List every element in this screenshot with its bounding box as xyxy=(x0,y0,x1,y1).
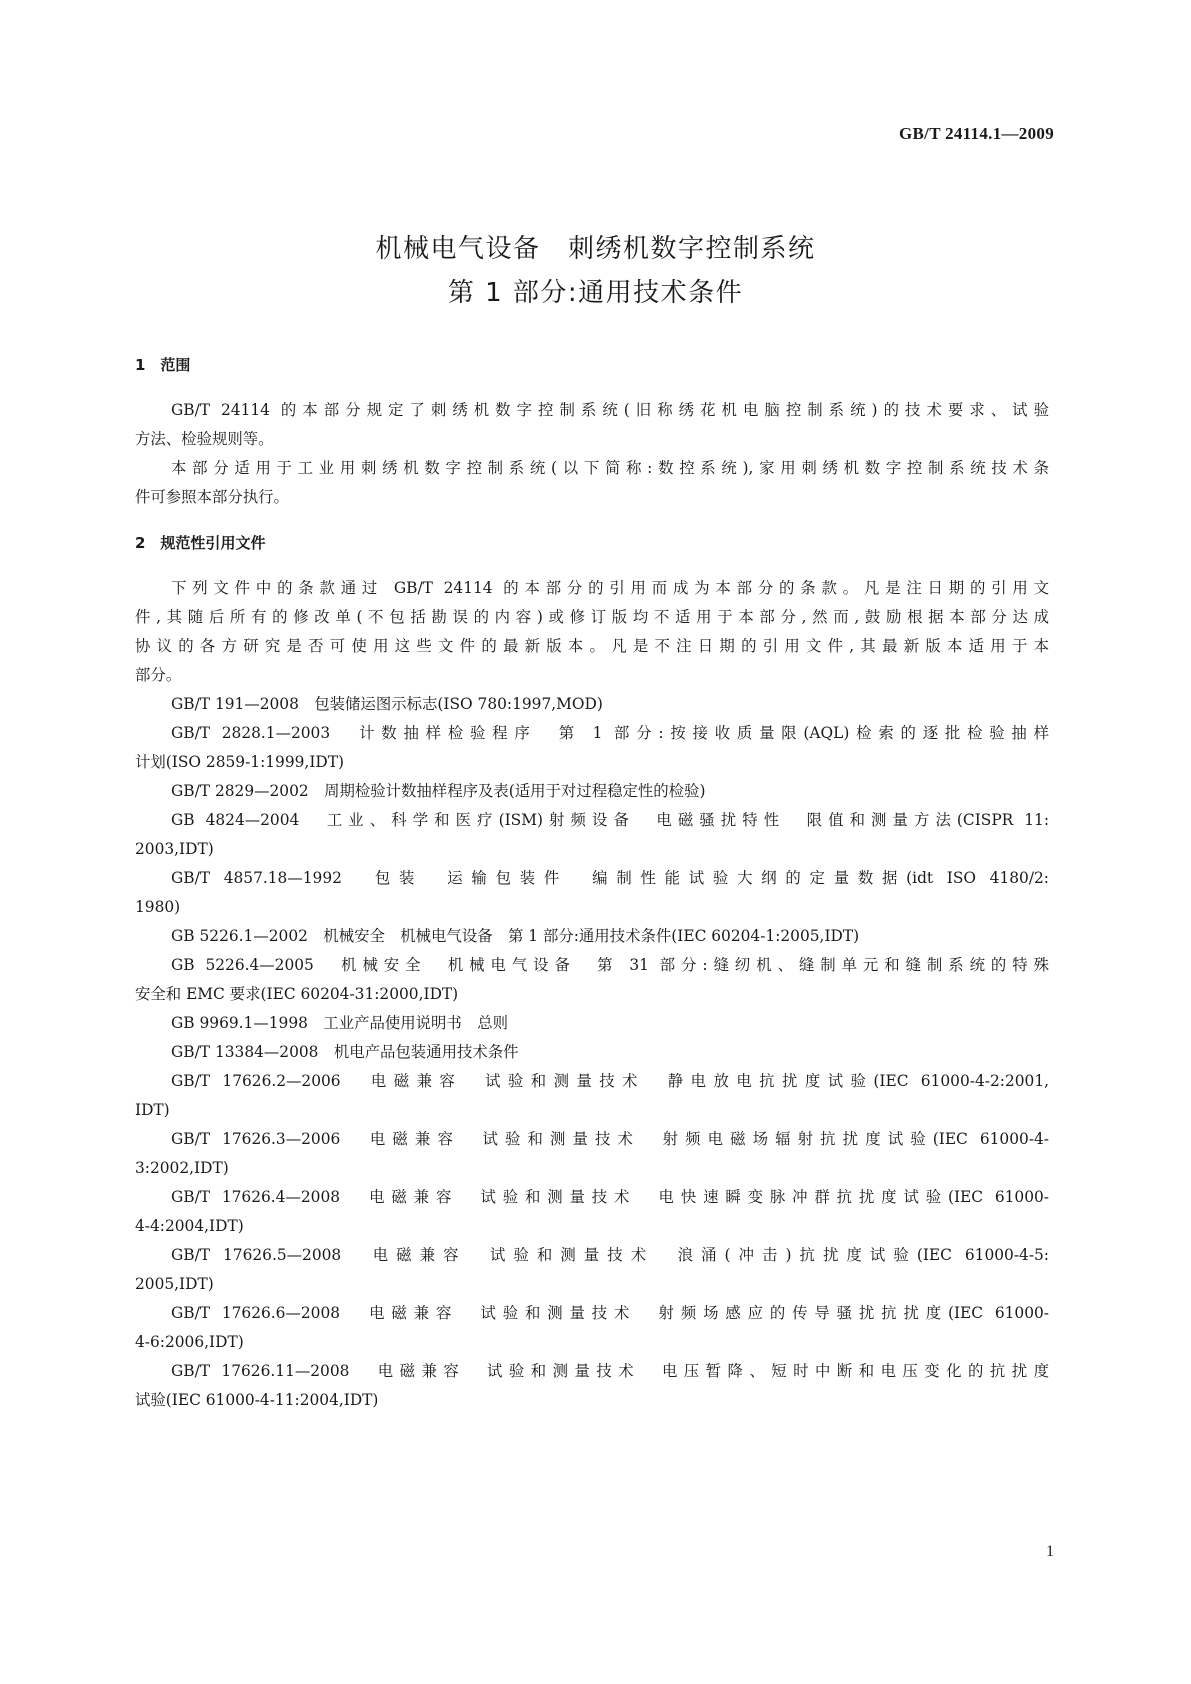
scope-paragraph-2-line-1: 本部分适用于工业用刺绣机数字控制系统(以下简称:数控系统),家用刺绣机数字控制系统技术条 xyxy=(171,459,1049,477)
scope-paragraph-2-line-2: 件可参照本部分执行。 xyxy=(135,488,289,506)
page-number: 1 xyxy=(1046,1543,1054,1560)
reference-gbt17626-5: GB/T 17626.5—2008 电磁兼容 试验和测量技术 浪涌(冲击)抗扰度试验(IEC 61000-4-5: xyxy=(171,1246,1049,1264)
reference-gbt191: GB/T 191—2008 包装储运图示标志(ISO 780:1997,MOD) xyxy=(171,695,603,713)
normative-intro-line-1: 下列文件中的条款通过 GB/T 24114 的本部分的引用而成为本部分的条款。凡是注日期的引用文 xyxy=(171,579,1049,597)
normative-intro-line-4: 部分。 xyxy=(135,666,182,684)
reference-gbt17626-6-cont: 4-6:2006,IDT) xyxy=(135,1333,244,1351)
reference-gb5226-1: GB 5226.1—2002 机械安全 机械电气设备 第 1 部分:通用技术条件(IEC 60204-1:2005,IDT) xyxy=(171,927,860,945)
reference-gb4824: GB 4824—2004 工业、科学和医疗(ISM)射频设备 电磁骚扰特性 限值和测量方法(CISPR 11: xyxy=(171,811,1049,829)
reference-gbt2828-1: GB/T 2828.1—2003 计数抽样检验程序 第 1 部分:按接收质量限(AQL)检索的逐批检验抽样 xyxy=(171,724,1049,742)
reference-gbt4857-18-cont: 1980) xyxy=(135,898,181,916)
reference-gbt17626-11-cont: 试验(IEC 61000-4-11:2004,IDT) xyxy=(135,1391,379,1409)
reference-gbt17626-11: GB/T 17626.11—2008 电磁兼容 试验和测量技术 电压暂降、短时中断和电压变化的抗扰度 xyxy=(171,1362,1049,1380)
reference-gbt17626-4: GB/T 17626.4—2008 电磁兼容 试验和测量技术 电快速瞬变脉冲群抗扰度试验(IEC 61000- xyxy=(171,1188,1049,1206)
reference-gbt17626-2-cont: IDT) xyxy=(135,1101,170,1119)
section-1-heading: 1 范围 xyxy=(135,356,191,374)
normative-intro-line-3: 协议的各方研究是否可使用这些文件的最新版本。凡是不注日期的引用文件,其最新版本适用于本 xyxy=(135,637,1049,655)
scope-paragraph-1-line-2: 方法、检验规则等。 xyxy=(135,430,274,448)
reference-gbt17626-3: GB/T 17626.3—2006 电磁兼容 试验和测量技术 射频电磁场辐射抗扰度试验(IEC 61000-4- xyxy=(171,1130,1049,1148)
reference-gb5226-4-cont: 安全和 EMC 要求(IEC 60204-31:2000,IDT) xyxy=(135,985,459,1003)
reference-gbt2828-1-cont: 计划(ISO 2859-1:1999,IDT) xyxy=(135,753,345,771)
reference-gbt13384: GB/T 13384—2008 机电产品包装通用技术条件 xyxy=(171,1043,519,1061)
reference-gbt17626-5-cont: 2005,IDT) xyxy=(135,1275,214,1293)
reference-gbt17626-4-cont: 4-4:2004,IDT) xyxy=(135,1217,244,1235)
reference-gb5226-4: GB 5226.4—2005 机械安全 机械电气设备 第 31 部分:缝纫机、缝制单元和缝制系统的特殊 xyxy=(171,956,1049,974)
section-2-heading: 2 规范性引用文件 xyxy=(135,534,266,552)
reference-gb9969-1: GB 9969.1—1998 工业产品使用说明书 总则 xyxy=(171,1014,508,1032)
reference-gbt17626-6: GB/T 17626.6—2008 电磁兼容 试验和测量技术 射频场感应的传导骚扰抗扰度(IEC 61000- xyxy=(171,1304,1049,1322)
standard-code: GB/T 24114.1—2009 xyxy=(899,124,1054,143)
reference-gbt17626-3-cont: 3:2002,IDT) xyxy=(135,1159,229,1177)
reference-gbt17626-2: GB/T 17626.2—2006 电磁兼容 试验和测量技术 静电放电抗扰度试验(IEC 61000-4-2:2001, xyxy=(171,1072,1049,1090)
reference-gbt2829: GB/T 2829—2002 周期检验计数抽样程序及表(适用于对过程稳定性的检验) xyxy=(171,782,706,800)
reference-gbt4857-18: GB/T 4857.18—1992 包装 运输包装件 编制性能试验大纲的定量数据(idt ISO 4180/2: xyxy=(171,869,1049,887)
normative-intro-line-2: 件,其随后所有的修改单(不包括勘误的内容)或修订版均不适用于本部分,然而,鼓励根据本部分达成 xyxy=(135,608,1049,626)
reference-gb4824-cont: 2003,IDT) xyxy=(135,840,214,858)
document-title-line-2: 第 1 部分:通用技术条件 xyxy=(447,278,744,308)
scope-paragraph-1-line-1: GB/T 24114 的本部分规定了刺绣机数字控制系统(旧称绣花机电脑控制系统)的技术要求、试验 xyxy=(171,401,1049,419)
document-title-line-1: 机械电气设备 刺绣机数字控制系统 xyxy=(375,234,816,264)
